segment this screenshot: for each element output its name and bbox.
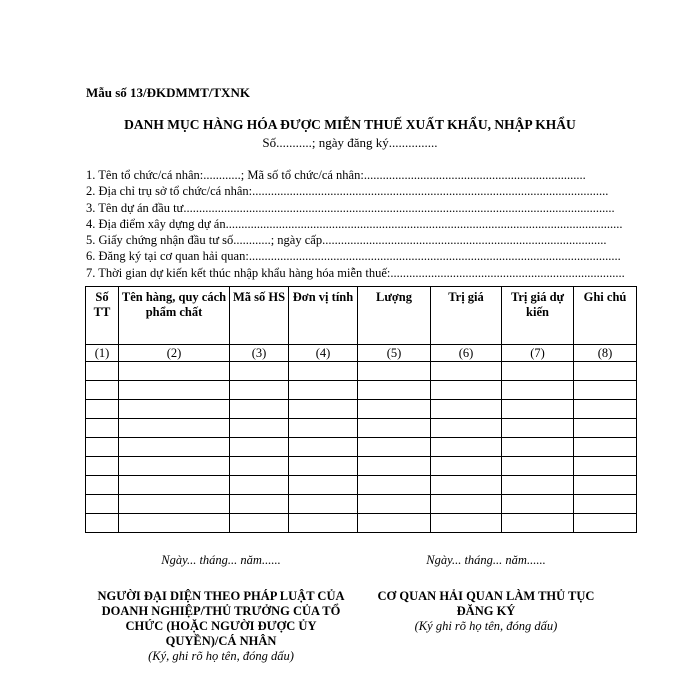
table-cell <box>119 457 230 476</box>
header-cell: Lượng <box>358 287 431 345</box>
table-cell <box>230 362 289 381</box>
table-cell <box>574 438 637 457</box>
table-cell <box>119 362 230 381</box>
table-cell <box>86 495 119 514</box>
header-cell: Tên hàng, quy cách phẩm chất <box>119 287 230 345</box>
signature-block-customs <box>370 553 602 634</box>
signature-title: NGƯỜI ĐẠI DIỆN THEO PHÁP LUẬT CỦA DOANH NGHIỆP/THỦ TRƯỞNG CỦA TỔ CHỨC (HOẶC NGƯỜI ĐƯỢC ỦY QUYỀN)/CÁ NHÂN <box>97 589 345 648</box>
field-address: 2. Địa chỉ trụ sở tổ chức/cá nhân:.................................................................................................................. <box>86 184 609 199</box>
signature-hint: (Ký ghi rõ họ tên, đóng dấu) <box>414 619 558 633</box>
table-cell <box>289 476 358 495</box>
table-cell <box>86 457 119 476</box>
table-cell <box>230 476 289 495</box>
field-project-name: 3. Tên dự án đầu tư.......................................................................................................................................... <box>86 200 615 215</box>
signature-hint: (Ký, ghi rõ họ tên, đóng dấu) <box>148 649 294 663</box>
table-cell <box>119 400 230 419</box>
table-cell <box>289 457 358 476</box>
signature-date: Ngày... tháng... năm...... <box>426 553 546 567</box>
table-cell <box>289 400 358 419</box>
table-cell <box>502 381 574 400</box>
table-cell <box>358 381 431 400</box>
table-cell <box>119 419 230 438</box>
table-cell <box>431 400 502 419</box>
table-cell <box>86 419 119 438</box>
table-cell <box>289 495 358 514</box>
column-number-row <box>86 345 637 362</box>
table-cell <box>574 419 637 438</box>
table-cell <box>230 457 289 476</box>
table-cell <box>119 381 230 400</box>
table-cell <box>574 400 637 419</box>
table-cell <box>230 514 289 533</box>
table-header-row <box>86 287 637 345</box>
table-cell <box>358 419 431 438</box>
header-cell: Trị giá dự kiến <box>502 287 574 345</box>
table-cell <box>502 400 574 419</box>
table-cell <box>86 438 119 457</box>
table-row <box>86 495 637 514</box>
table-cell <box>289 514 358 533</box>
table-row <box>86 400 637 419</box>
table-cell <box>86 381 119 400</box>
table-cell <box>86 514 119 533</box>
table-cell <box>289 381 358 400</box>
table-cell <box>358 400 431 419</box>
table-cell <box>431 495 502 514</box>
table-cell <box>431 362 502 381</box>
column-number: (6) <box>431 345 502 362</box>
signature-date: Ngày... tháng... năm...... <box>161 553 281 567</box>
table-cell <box>119 438 230 457</box>
table-cell <box>358 495 431 514</box>
table-row <box>86 419 637 438</box>
table-cell <box>289 362 358 381</box>
table-cell <box>574 381 637 400</box>
goods-table <box>85 286 637 533</box>
table-cell <box>431 381 502 400</box>
column-number: (1) <box>86 345 119 362</box>
table-cell <box>358 514 431 533</box>
document-subtitle: Số...........; ngày đăng ký............... <box>262 135 438 150</box>
table-cell <box>289 438 358 457</box>
table-cell <box>230 495 289 514</box>
table-cell <box>502 362 574 381</box>
document-title: DANH MỤC HÀNG HÓA ĐƯỢC MIỄN THUẾ XUẤT KHẨU, NHẬP KHẨU <box>124 117 576 132</box>
table-cell <box>230 438 289 457</box>
column-number: (5) <box>358 345 431 362</box>
table-row <box>86 381 637 400</box>
table-cell <box>574 514 637 533</box>
header-cell: Ghi chú <box>574 287 637 345</box>
table-row <box>86 362 637 381</box>
table-cell <box>230 400 289 419</box>
header-cell: Mã số HS <box>230 287 289 345</box>
column-number: (2) <box>119 345 230 362</box>
table-row <box>86 438 637 457</box>
field-import-end-time: 7. Thời gian dự kiến kết thúc nhập khẩu hàng hóa miễn thuế:........................................................................... <box>86 265 625 280</box>
table-cell <box>431 438 502 457</box>
header-cell: Trị giá <box>431 287 502 345</box>
signature-title: CƠ QUAN HẢI QUAN LÀM THỦ TỤC ĐĂNG KÝ <box>377 589 595 618</box>
column-number: (4) <box>289 345 358 362</box>
table-cell <box>119 514 230 533</box>
table-cell <box>502 419 574 438</box>
table-cell <box>358 438 431 457</box>
table-cell <box>574 362 637 381</box>
table-row <box>86 457 637 476</box>
table-cell <box>431 419 502 438</box>
form-code: Mẫu số 13/ĐKDMMT/TXNK <box>86 85 250 100</box>
table-cell <box>119 476 230 495</box>
column-number: (8) <box>574 345 637 362</box>
table-cell <box>502 438 574 457</box>
table-cell <box>431 514 502 533</box>
table-cell <box>431 476 502 495</box>
table-cell <box>358 362 431 381</box>
field-organization: 1. Tên tổ chức/cá nhân:............; Mã số tổ chức/cá nhân:....................................................................... <box>86 168 586 182</box>
table-cell <box>86 400 119 419</box>
field-investment-certificate: 5. Giấy chứng nhận đầu tư số............; ngày cấp........................................................................................... <box>86 233 607 248</box>
table-cell <box>358 476 431 495</box>
table-cell <box>502 476 574 495</box>
table-cell <box>502 495 574 514</box>
table-cell <box>574 495 637 514</box>
table-cell <box>358 457 431 476</box>
field-customs-office: 6. Đăng ký tại cơ quan hải quan:....................................................................................................................... <box>86 249 621 264</box>
column-number: (7) <box>502 345 574 362</box>
field-project-location: 4. Địa điểm xây dựng dự án............................................................................................................................... <box>86 216 623 231</box>
header-cell: Số TT <box>86 287 119 345</box>
table-cell <box>230 381 289 400</box>
table-cell <box>119 495 230 514</box>
table-cell <box>502 457 574 476</box>
table-cell <box>86 362 119 381</box>
table-cell <box>289 419 358 438</box>
info-fields <box>86 167 636 281</box>
table-row <box>86 476 637 495</box>
table-cell <box>230 419 289 438</box>
column-number: (3) <box>230 345 289 362</box>
table-cell <box>574 476 637 495</box>
table-cell <box>86 476 119 495</box>
table-cell <box>431 457 502 476</box>
table-cell <box>502 514 574 533</box>
header-cell: Đơn vị tính <box>289 287 358 345</box>
table-cell <box>574 457 637 476</box>
table-row <box>86 514 637 533</box>
signature-block-enterprise <box>90 553 352 664</box>
